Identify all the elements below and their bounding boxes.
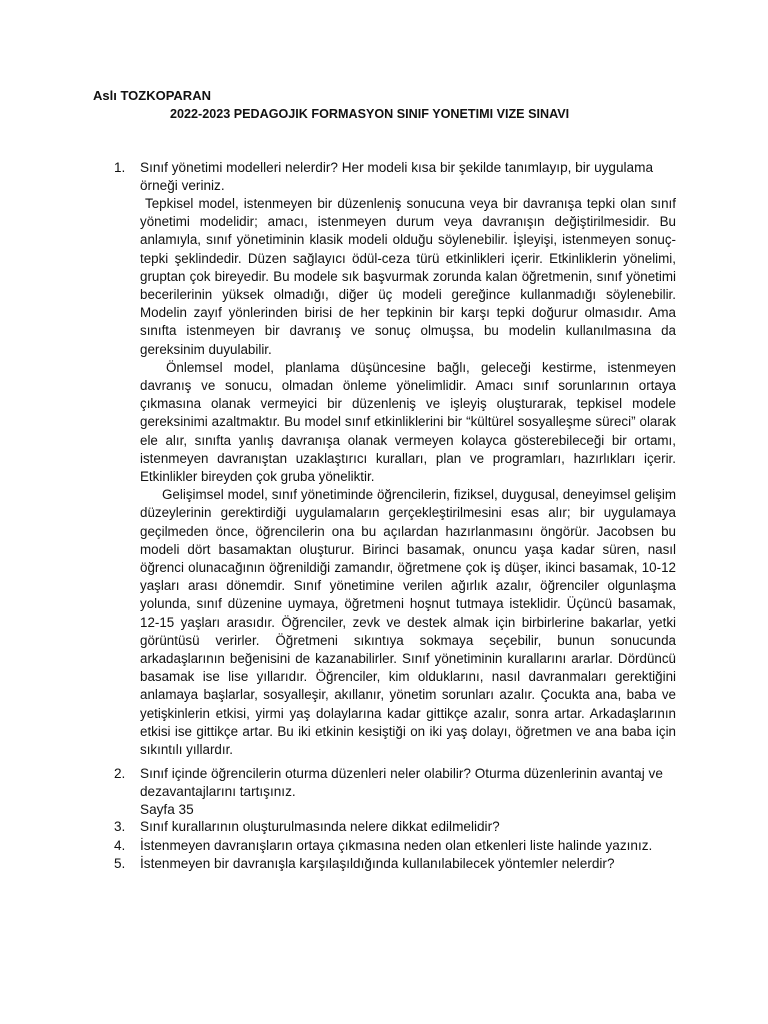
author-name: Aslı TOZKOPARAN <box>93 88 211 103</box>
question-number: 5. <box>114 856 126 871</box>
question-number: 4. <box>114 838 126 853</box>
question-2 <box>114 765 676 820</box>
question-text: Sınıf yönetimi modelleri nelerdir? Her modeli kısa bir şekilde tanımlayıp, bir uygulama örneği veriniz. <box>140 160 654 194</box>
question-number: 2. <box>114 766 126 781</box>
answer-paragraph-onlemsel: Önlemsel model, planlama düşüncesine bağlı, geleceği kestirme, istenmeyen davranış ve sonucu, olmadan önleme yönelimlidir. Amacı sınıf sorunlarının ortaya çıkmasına olanak vermeyici bir düzenleniş ve işleyiş oluşturarak, tepkisel modele gereksinimi azaltmaktır. Bu model sınıf etkinliklerini bir “kültürel sosyalleşme süreci” olarak ele alır, sınıfta yanlış davranışa olanak vermeyen kolayca gösterebileceği bir ortamı, istenmeyen davranıştan uzaklaştırıcı kuralları, plan ve programları, hazırlıkları içerir. Etkinlikler bireyden çok gruba yöneliktir. <box>140 359 676 485</box>
answer-paragraph-tepkisel: Tepkisel model, istenmeyen bir düzenleniş sonucuna veya bir davranışa tepki olan sınıf yönetimi modelidir; amacı, istenmeyen durum veya davranışın değiştirilmesidir. Bu anlamıyla, sınıf yönetiminin klasik modeli olduğu söylenebilir. İşleyişi, istenmeyen sonuç-tepki şeklindedir. Düzen sağlayıcı ödül-ceza türü etkinlikleri içerir. Etkinliklerin yönelimi, gruptan çok bireyedir. Bu modele sık başvurmak zorunda kalan öğretmenin, sınıf yönetimi becerilerinin yüksek olmadığı, diğer üç modeli gereğince kullanmadığı söylenebilir. Modelin zayıf yönlerinden birisi de her tepkinin bir karşı tepki doğurur olmasıdır. Ama sınıfta istenmeyen bir davranış ve sonuç olmuşsa, bu modelin kullanılmasına da gereksinim duyulabilir. <box>140 196 676 357</box>
question-3 <box>114 818 676 836</box>
question-1 <box>114 159 676 195</box>
answer-body <box>140 195 676 759</box>
page-reference-note: Sayfa 35 <box>140 802 194 818</box>
question-number: 3. <box>114 819 126 834</box>
answer-paragraph-gelisimsel: Gelişimsel model, sınıf yönetiminde öğrencilerin, fiziksel, duygusal, deneyimsel gelişim düzeylerinin gerektirdiği uygulamaların gerçekleştirilmesini esas alır; bir uygulamaya geçilmeden önce, öğrencilerin ona bu açılardan hazırlanmasını öngörür. Jacobsen bu modeli dört basamaktan oluşturur. Birinci basamak, onuncu yaşa kadar süren, nasıl öğrenci olunacağının öğrenildiği zamandır, öğretmene çok iş düşer, ikinci basamak, 10-12 yaşları arası dönemdir. Sınıf yönetimine verilen ağırlık azalır, öğrenciler olgunlaşma yolunda, sınıf düzenine uymaya, öğretmeni hoşnut tutmaya isteklidir. Üçüncü basamak, 12-15 yaşları arasıdır. Öğrenciler, zevk ve destek almak için birbirlerine bakarlar, yetki görüntüsü verirler. Öğretmeni sıkıntıya sokmaya seçebilir, bunun sonucunda arkadaşlarının beğenisini de kazanabilirler. Sınıf yönetiminin kurallarını ararlar. Dördüncü basamak ise lise yıllarıdır. Öğrenciler, kim olduklarını, nasıl davranmaları gerektiğini anlamaya başlarlar, sosyalleşir, akıllanır, yönetim sorunları azalır. Çocukta ana, baba ve yetişkinlerin etkisi, yirmi yaş dolaylarına kadar gittikçe azalır, sonra artar. Arkadaşlarının etkisi ise gittikçe artar. Bu iki etkinin kesiştiği on iki yaş dolayı, öğretmen ve ana baba için sıkıntılı yıllardır. <box>140 487 676 758</box>
exam-title: 2022-2023 PEDAGOJIK FORMASYON SINIF YONETIMI VIZE SINAVI <box>170 107 570 121</box>
question-text: Sınıf içinde öğrencilerin oturma düzenleri neler olabilir? Oturma düzenlerinin avantaj ve dezavantajlarını tartışınız. <box>140 766 663 800</box>
question-text: Sınıf kurallarının oluşturulmasında nelere dikkat edilmelidir? <box>140 819 500 834</box>
question-text: İstenmeyen bir davranışla karşılaşıldığında kullanılabilecek yöntemler nelerdir? <box>140 856 615 871</box>
question-5 <box>114 855 676 873</box>
question-number: 1. <box>114 160 126 175</box>
question-text: İstenmeyen davranışların ortaya çıkmasına neden olan etkenleri liste halinde yazınız. <box>140 838 653 853</box>
question-4 <box>114 837 676 855</box>
